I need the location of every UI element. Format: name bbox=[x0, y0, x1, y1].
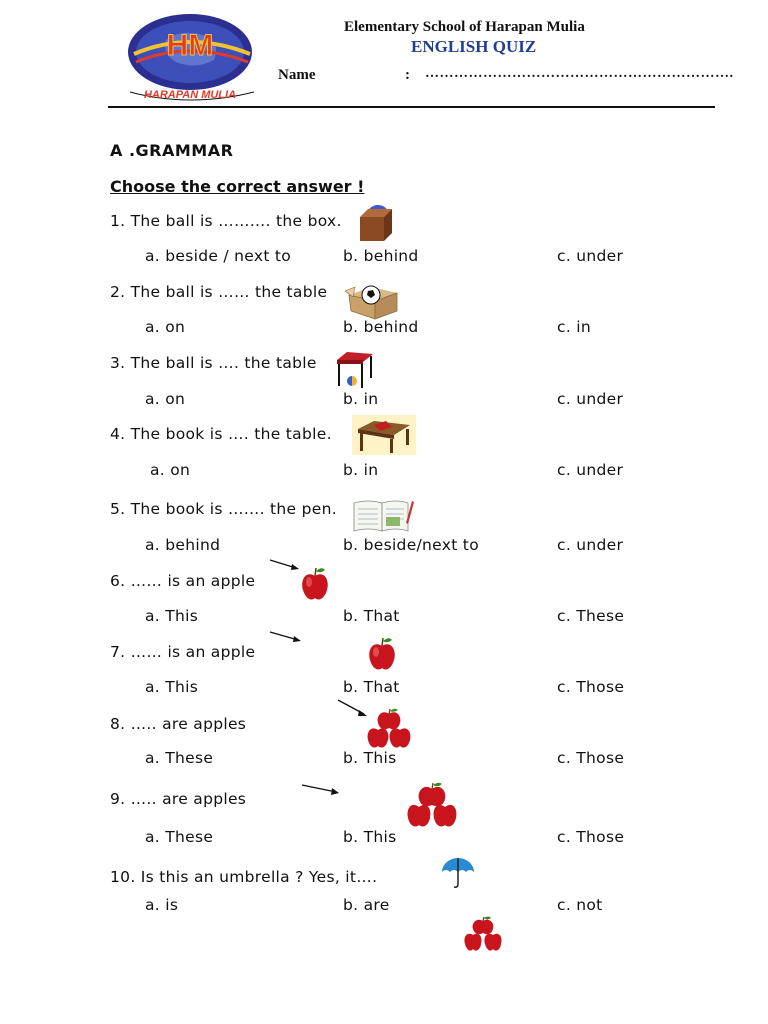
box-ball-image bbox=[358, 203, 394, 243]
umbrella-icon bbox=[440, 856, 476, 890]
q8-option-b[interactable]: b. This bbox=[343, 749, 397, 767]
apples-group-icon bbox=[406, 782, 458, 832]
section-title: A .GRAMMAR bbox=[110, 141, 234, 160]
q7-option-a[interactable]: a. This bbox=[145, 678, 199, 696]
ball-under-table-image bbox=[333, 350, 375, 390]
q5-option-b[interactable]: b. beside/next to bbox=[343, 536, 479, 554]
q4-option-b[interactable]: b. in bbox=[343, 461, 379, 479]
arrow-pointer bbox=[268, 630, 304, 644]
book-and-pen-image bbox=[352, 497, 414, 533]
name-label: Name bbox=[278, 67, 316, 83]
q3-option-c[interactable]: c. under bbox=[557, 390, 624, 408]
q10-option-c[interactable]: c. not bbox=[557, 896, 603, 914]
q2-option-b[interactable]: b. behind bbox=[343, 318, 419, 336]
q5-option-a[interactable]: a. behind bbox=[145, 536, 221, 554]
question-9: 9. ….. are apples bbox=[110, 790, 247, 808]
question-4: 4. The book is …. the table. bbox=[110, 425, 332, 443]
q4-option-a[interactable]: a. on bbox=[150, 461, 191, 479]
question-10: 10. Is this an umbrella ? Yes, it…. bbox=[110, 868, 378, 886]
q3-option-b[interactable]: b. in bbox=[343, 390, 379, 408]
apple-icon bbox=[367, 636, 397, 672]
school-name: Elementary School of Harapan Mulia bbox=[344, 19, 585, 35]
q7-option-b[interactable]: b. That bbox=[343, 678, 400, 696]
ball-in-box-image bbox=[343, 281, 401, 321]
apple-icon bbox=[300, 566, 330, 602]
logo-letters: HM bbox=[166, 29, 214, 62]
school-logo bbox=[126, 10, 258, 106]
q2-option-a[interactable]: a. on bbox=[145, 318, 186, 336]
question-6: 6. …… is an apple bbox=[110, 572, 256, 590]
question-8: 8. ….. are apples bbox=[110, 715, 247, 733]
q6-option-b[interactable]: b. That bbox=[343, 607, 400, 625]
question-1: 1. The ball is ………. the box. bbox=[110, 212, 342, 230]
book-on-table-image bbox=[352, 415, 416, 455]
name-colon: : bbox=[405, 67, 410, 83]
arrow-pointer bbox=[300, 783, 342, 797]
q6-option-c[interactable]: c. These bbox=[557, 607, 625, 625]
q6-option-a[interactable]: a. This bbox=[145, 607, 199, 625]
name-field[interactable]: ………………………………………………………. bbox=[425, 66, 734, 81]
apples-group-icon bbox=[366, 708, 412, 752]
q3-option-a[interactable]: a. on bbox=[145, 390, 186, 408]
q10-option-b[interactable]: b. are bbox=[343, 896, 390, 914]
q10-option-a[interactable]: a. is bbox=[145, 896, 179, 914]
question-2: 2. The ball is …… the table bbox=[110, 283, 328, 301]
question-3: 3. The ball is …. the table bbox=[110, 354, 317, 372]
arrow-pointer bbox=[268, 558, 302, 572]
apples-group-icon bbox=[463, 916, 503, 954]
q1-option-b[interactable]: b. behind bbox=[343, 247, 419, 265]
q9-option-a[interactable]: a. These bbox=[145, 828, 214, 846]
q4-option-c[interactable]: c. under bbox=[557, 461, 624, 479]
q9-option-c[interactable]: c. Those bbox=[557, 828, 625, 846]
quiz-title: ENGLISH QUIZ bbox=[411, 37, 537, 56]
q2-option-c[interactable]: c. in bbox=[557, 318, 592, 336]
question-7: 7. …… is an apple bbox=[110, 643, 256, 661]
q9-option-b[interactable]: b. This bbox=[343, 828, 397, 846]
q7-option-c[interactable]: c. Those bbox=[557, 678, 625, 696]
q1-option-a[interactable]: a. beside / next to bbox=[145, 247, 292, 265]
header-divider bbox=[108, 106, 715, 108]
arrow-pointer bbox=[336, 698, 370, 718]
question-5: 5. The book is ……. the pen. bbox=[110, 500, 337, 518]
section-instruction: Choose the correct answer ! bbox=[110, 177, 365, 196]
q8-option-c[interactable]: c. Those bbox=[557, 749, 625, 767]
logo-banner: HARAPAN MULIA bbox=[143, 89, 237, 101]
q8-option-a[interactable]: a. These bbox=[145, 749, 214, 767]
q5-option-c[interactable]: c. under bbox=[557, 536, 624, 554]
q1-option-c[interactable]: c. under bbox=[557, 247, 624, 265]
